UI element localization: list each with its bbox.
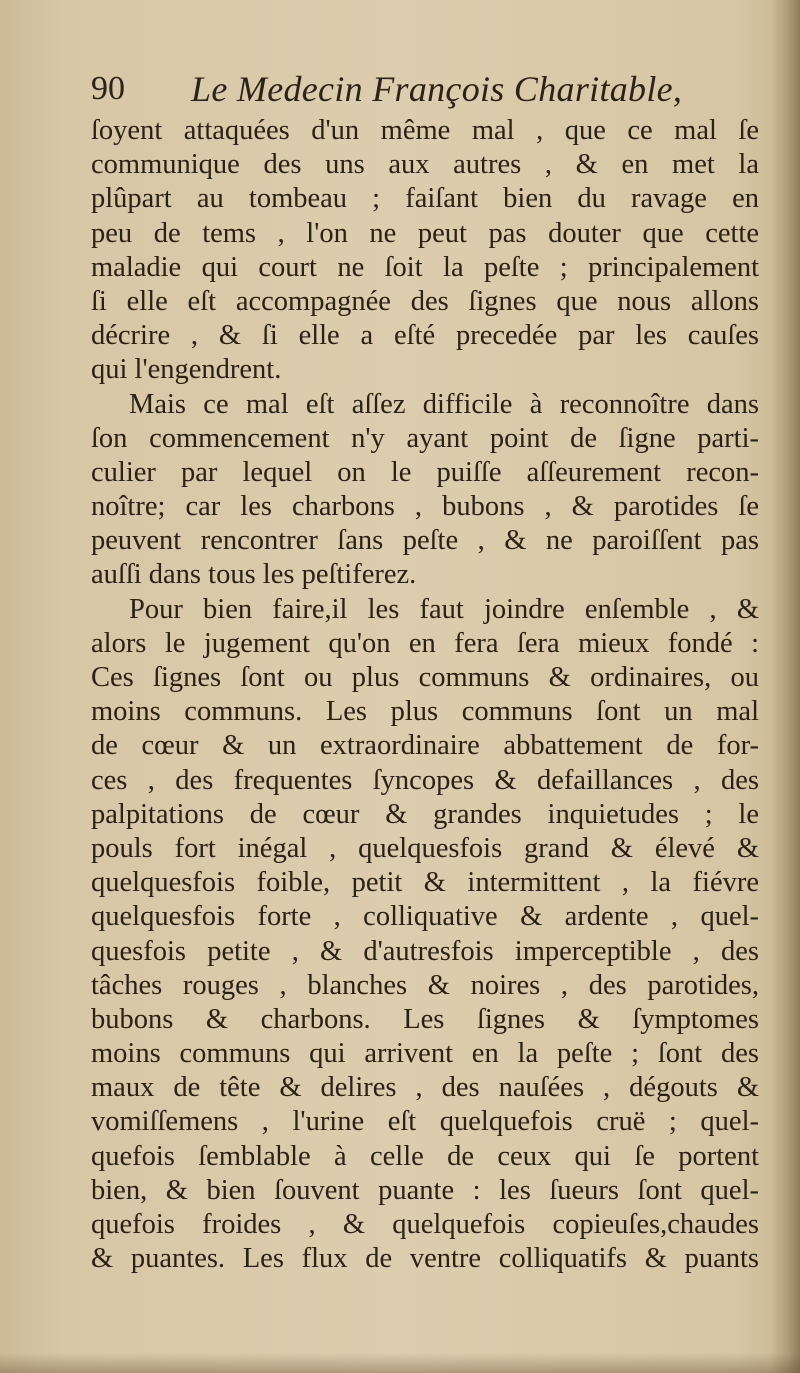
page-number: 90 xyxy=(91,70,125,107)
text-line: bien, & bien ſouvent puante : les ſueurs ſont quel- xyxy=(91,1174,759,1206)
running-title: Le Medecin François Charitable, xyxy=(191,69,683,109)
text-line: ſoyent attaquées d'un même mal , que ce mal ſe xyxy=(91,115,759,146)
text-line: Mais ce mal eſt aſſez difficile à reconnoître dans xyxy=(129,388,759,420)
text-line: qui l'engendrent. xyxy=(91,354,282,386)
text-line: bubons & charbons. Les ſignes & ſymptomes xyxy=(91,1003,759,1035)
text-line: peu de tems , l'on ne peut pas douter que cette xyxy=(91,217,759,249)
text-line: plûpart au tombeau ; faiſant bien du ravage en xyxy=(91,183,759,215)
text-line: Pour bien faire,il les faut joindre enſemble , & xyxy=(129,593,759,625)
text-line: quesfois petite , & d'autresfois imperceptible , des xyxy=(91,935,759,967)
text-line: moins communs. Les plus communs ſont un mal xyxy=(91,696,759,728)
page-bottom-shadow xyxy=(0,1353,800,1373)
text-line: vomiſſemens , l'urine eſt quelquefois cruë ; quel- xyxy=(91,1106,759,1138)
text-line: ſi elle eſt accompagnée des ſignes que nous allons xyxy=(91,285,759,317)
text-line: quelquesfois forte , colliquative & ardente , quel- xyxy=(91,901,759,933)
text-line: noître; car les charbons , bubons , & parotides ſe xyxy=(91,491,759,523)
text-line: ſon commencement n'y ayant point de ſigne parti- xyxy=(91,422,759,454)
text-line: tâches rouges , blanches & noires , des parotides, xyxy=(91,969,759,1001)
text-line: Ces ſignes ſont ou plus communs & ordinaires, ou xyxy=(91,662,759,693)
text-line: peuvent rencontrer ſans peſte , & ne paroiſſent pas xyxy=(91,525,759,557)
body-text xyxy=(91,114,759,1276)
text-line: de cœur & un extraordinaire abbattement de for- xyxy=(91,730,759,762)
text-line: culier par lequel on le puiſſe aſſeurement recon- xyxy=(91,456,759,488)
text-line: moins communs qui arrivent en la peſte ; ſont des xyxy=(91,1038,759,1070)
text-line: quefois froides , & quelquefois copieuſes,chaudes xyxy=(91,1209,759,1240)
text-line: maux de tête & delires , des nauſées , dégouts & xyxy=(91,1072,759,1104)
text-line: auſſi dans tous les peſtiferez. xyxy=(91,559,417,591)
text-line: maladie qui court ne ſoit la peſte ; principalement xyxy=(91,251,759,283)
text-line: ces , des frequentes ſyncopes & defaillances , des xyxy=(91,764,759,796)
text-line: quelquesfois foible, petit & intermittent , la fiévre xyxy=(91,867,759,899)
text-line: quefois ſemblable à celle de ceux qui ſe portent xyxy=(91,1140,759,1172)
text-line: & puantes. Les flux de ventre colliquatifs & puants xyxy=(91,1243,759,1275)
text-line: communique des uns aux autres , & en met la xyxy=(91,149,759,181)
page-edge-shadow xyxy=(770,0,800,1373)
text-line: décrire , & ſi elle a eſté precedée par les cauſes xyxy=(91,320,759,352)
text-line: palpitations de cœur & grandes inquietudes ; le xyxy=(91,798,759,830)
text-line: pouls fort inégal , quelquesfois grand & élevé & xyxy=(91,832,759,864)
page-header xyxy=(91,68,731,112)
text-line: alors le jugement qu'on en fera ſera mieux fondé : xyxy=(91,627,759,659)
